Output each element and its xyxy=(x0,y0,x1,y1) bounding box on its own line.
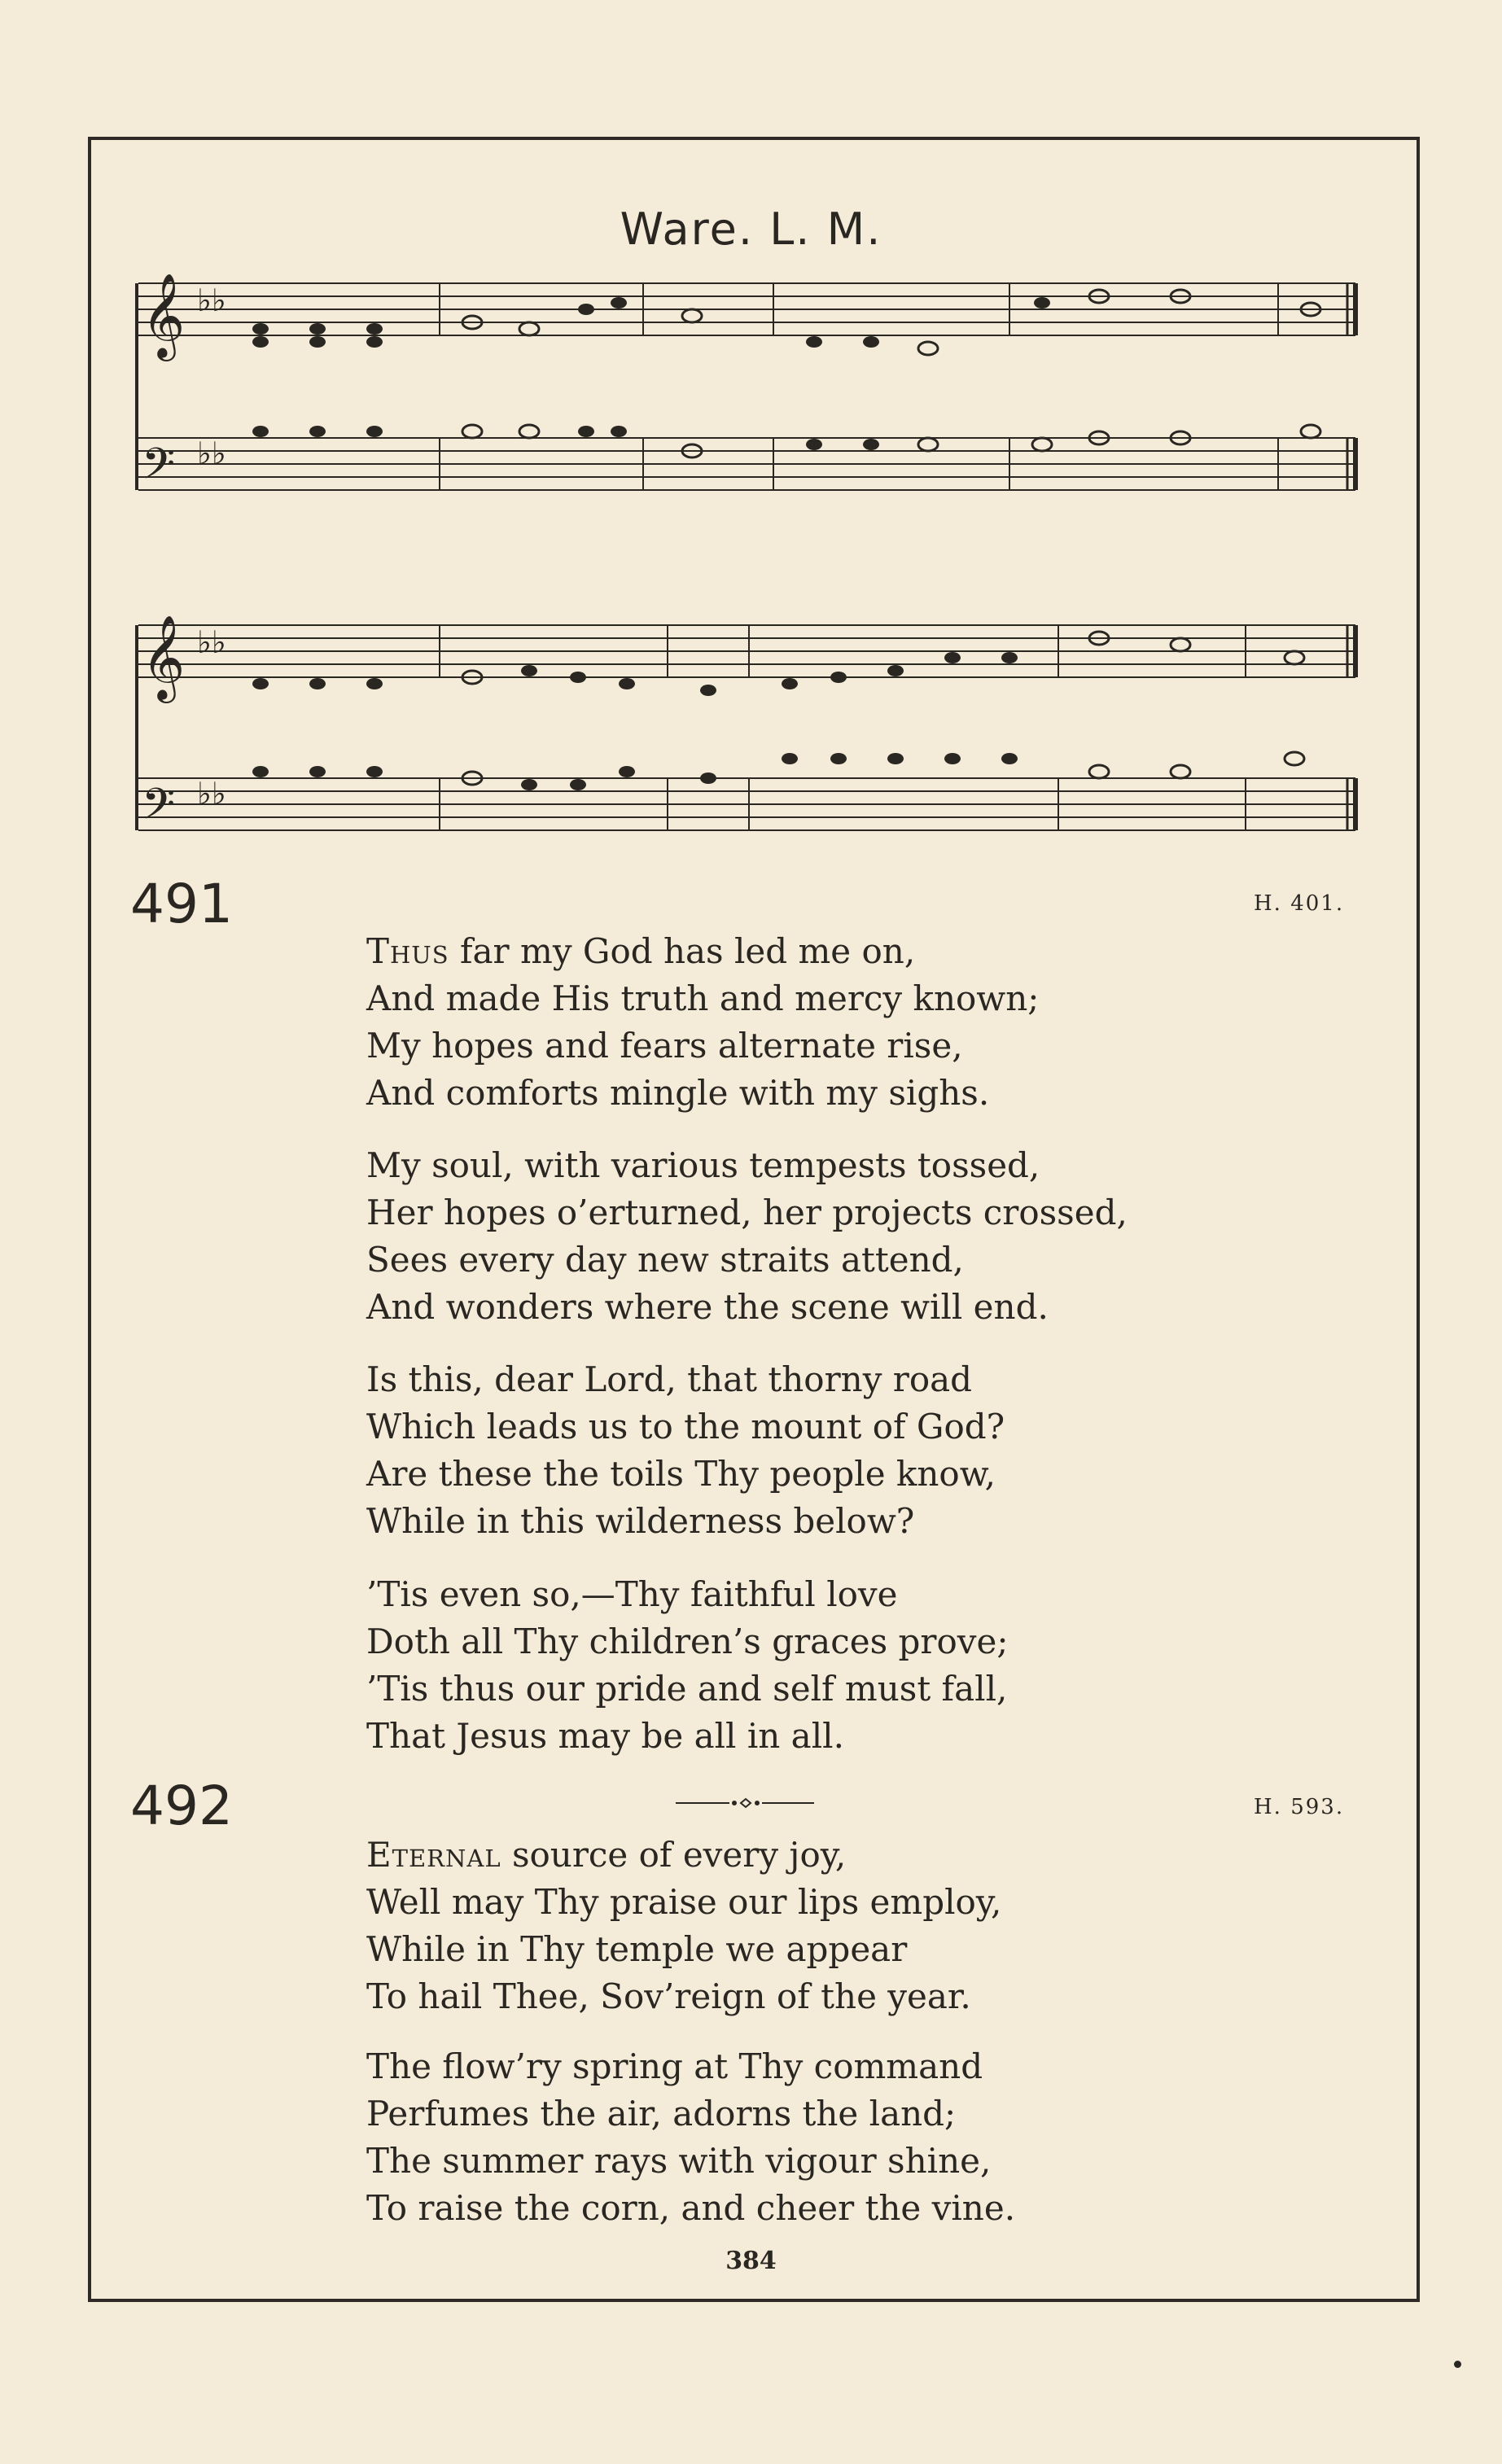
verse-line: Sees every day new straits attend, xyxy=(366,1240,964,1280)
ornamental-rule-icon xyxy=(676,1795,814,1811)
verse-line xyxy=(366,1832,1001,1879)
verse-line: The summer rays with vigour shine, xyxy=(366,2141,992,2181)
verse-line: Is this, dear Lord, that thorny road xyxy=(366,1359,973,1399)
bass-clef-icon: 𝄢 xyxy=(142,780,176,840)
verse-line xyxy=(366,928,1039,975)
verse-line: To hail Thee, Sov’reign of the year. xyxy=(366,1976,971,2016)
verse-line: That Jesus may be all in all. xyxy=(366,1716,844,1756)
stanza xyxy=(366,1571,1008,1760)
verse-line: Which leads us to the mount of God? xyxy=(366,1407,1005,1446)
staff-treble-2 xyxy=(138,625,1355,677)
page-number: 384 xyxy=(725,2247,777,2275)
verse-line: Her hopes o’erturned, her projects crossed, xyxy=(366,1193,1128,1232)
treble-clef-icon: 𝄞 xyxy=(142,615,186,700)
stanza xyxy=(366,1356,1005,1545)
verse-line: While in Thy temple we appear xyxy=(366,1929,908,1969)
hymn-number: 491 xyxy=(130,873,233,935)
stanza xyxy=(366,1832,1001,2020)
hymnal-reference: H. 401. xyxy=(1254,891,1345,916)
verse-line: My hopes and fears alternate rise, xyxy=(366,1026,963,1066)
svg-text:♭♭: ♭♭ xyxy=(197,624,226,660)
svg-text:♭♭: ♭♭ xyxy=(197,435,226,471)
tune-title: Ware. L. M. xyxy=(620,204,882,255)
first-word: Eternal xyxy=(366,1835,501,1875)
hymn-number: 492 xyxy=(130,1775,233,1837)
staff-bass-2 xyxy=(138,778,1355,830)
verse-line: And comforts mingle with my sighs. xyxy=(366,1073,990,1113)
verse-line: ’Tis thus our pride and self must fall, xyxy=(366,1669,1008,1709)
verse-line: Perfumes the air, adorns the land; xyxy=(366,2094,957,2134)
svg-text:♭♭: ♭♭ xyxy=(197,776,226,812)
verse-line-rest: source of every joy, xyxy=(501,1835,847,1875)
hymnal-reference: H. 593. xyxy=(1254,1795,1345,1819)
svg-text:♭♭: ♭♭ xyxy=(197,282,226,318)
verse-line: And wonders where the scene will end. xyxy=(366,1287,1049,1327)
stanza xyxy=(366,2043,1015,2232)
first-word: Thus xyxy=(366,931,449,971)
verse-line: The flow’ry spring at Thy command xyxy=(366,2046,983,2086)
verse-line: My soul, with various tempests tossed, xyxy=(366,1145,1040,1185)
verse-line: Doth all Thy children’s graces prove; xyxy=(366,1622,1009,1661)
verse-line: And made His truth and mercy known; xyxy=(366,978,1040,1018)
treble-clef-icon: 𝄞 xyxy=(142,273,186,358)
verse-line: While in this wilderness below? xyxy=(366,1501,915,1541)
verse-line-rest: far my God has led me on, xyxy=(449,931,916,971)
staff-bass-1 xyxy=(138,438,1355,490)
stanza xyxy=(366,928,1039,1117)
verse-line: Well may Thy praise our lips employ, xyxy=(366,1882,1002,1922)
bass-clef-icon: 𝄢 xyxy=(142,440,176,500)
ink-speck xyxy=(1454,2361,1461,2368)
music-score xyxy=(122,260,1368,847)
verse-line: ’Tis even so,—Thy faithful love xyxy=(366,1574,898,1614)
verse-line: To raise the corn, and cheer the vine. xyxy=(366,2188,1016,2228)
stanza xyxy=(366,1142,1128,1331)
verse-line: Are these the toils Thy people know, xyxy=(366,1454,996,1494)
